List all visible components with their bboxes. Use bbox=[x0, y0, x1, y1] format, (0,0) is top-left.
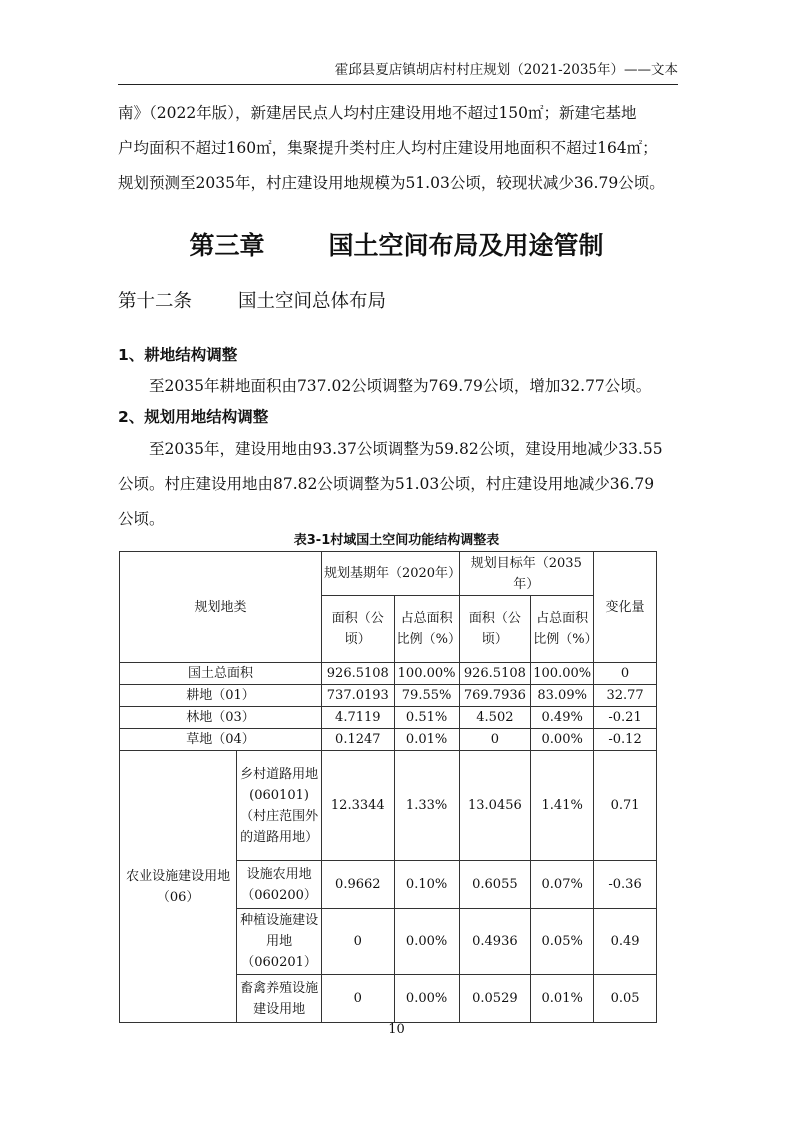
target-ratio: 1.41% bbox=[531, 751, 594, 861]
target-ratio: 0.00% bbox=[531, 729, 594, 751]
target-ratio: 83.09% bbox=[531, 685, 594, 707]
header-base-ratio: 占总面积比例（%） bbox=[394, 596, 459, 663]
group-category: 农业设施建设用地（06） bbox=[120, 751, 237, 1023]
table-row bbox=[120, 663, 657, 685]
target-area: 0.6055 bbox=[459, 861, 531, 909]
target-area: 926.5108 bbox=[459, 663, 531, 685]
change-value: 0.05 bbox=[594, 975, 657, 1023]
base-area: 0 bbox=[321, 975, 394, 1023]
running-header: 霍邱县夏店镇胡店村村庄规划（2021-2035年）——文本 bbox=[118, 56, 678, 85]
intro-paragraph bbox=[118, 96, 678, 201]
section-heading: 2、规划用地结构调整 bbox=[118, 408, 269, 426]
target-ratio: 0.05% bbox=[531, 909, 594, 975]
chapter-number: 第三章 bbox=[189, 231, 265, 260]
target-ratio: 100.00% bbox=[531, 663, 594, 685]
target-ratio: 0.07% bbox=[531, 861, 594, 909]
sub-category: 畜禽养殖设施建设用地 bbox=[237, 975, 322, 1023]
intro-line: 南》（2022年版），新建居民点人均村庄建设用地不超过150㎡；新建宅基地 bbox=[118, 104, 637, 122]
article-number: 第十二条 bbox=[118, 291, 193, 312]
header-target-year: 规划目标年（2035年） bbox=[459, 552, 594, 596]
target-area: 0.4936 bbox=[459, 909, 531, 975]
article-title bbox=[118, 284, 386, 320]
change-value: -0.12 bbox=[594, 729, 657, 751]
header-target-area: 面积（公顷） bbox=[459, 596, 531, 663]
base-ratio: 0.00% bbox=[394, 975, 459, 1023]
table-row bbox=[120, 751, 657, 861]
change-value: -0.21 bbox=[594, 707, 657, 729]
base-area: 12.3344 bbox=[321, 751, 394, 861]
row-category: 草地（04） bbox=[120, 729, 322, 751]
section-line: 公顷。 bbox=[118, 510, 165, 528]
target-area: 13.0456 bbox=[459, 751, 531, 861]
base-ratio: 79.55% bbox=[394, 685, 459, 707]
section-heading: 1、耕地结构调整 bbox=[118, 346, 238, 364]
chapter-title bbox=[0, 226, 793, 266]
target-ratio: 0.49% bbox=[531, 707, 594, 729]
section-line: 至2035年，建设用地由93.37公顷调整为59.82公顷，建设用地减少33.55 bbox=[149, 440, 663, 458]
target-ratio: 0.01% bbox=[531, 975, 594, 1023]
land-use-table bbox=[119, 551, 657, 1023]
target-area: 769.7936 bbox=[459, 685, 531, 707]
sub-category: 种植设施建设用地（060201） bbox=[237, 909, 322, 975]
base-ratio: 0.00% bbox=[394, 909, 459, 975]
base-ratio: 100.00% bbox=[394, 663, 459, 685]
section-line: 公顷。村庄建设用地由87.82公顷调整为51.03公顷，村庄建设用地减少36.79 bbox=[118, 475, 655, 493]
base-area: 0 bbox=[321, 909, 394, 975]
row-category: 林地（03） bbox=[120, 707, 322, 729]
intro-line: 户均面积不超过160㎡，集聚提升类村庄人均村庄建设用地面积不超过164㎡； bbox=[118, 139, 658, 157]
table-caption: 表3-1村域国土空间功能结构调整表 bbox=[293, 533, 500, 548]
table-row bbox=[120, 707, 657, 729]
row-category: 国土总面积 bbox=[120, 663, 322, 685]
chapter-name: 国土空间布局及用途管制 bbox=[328, 231, 604, 260]
header-base-year: 规划基期年（2020年） bbox=[321, 552, 459, 596]
base-ratio: 0.10% bbox=[394, 861, 459, 909]
article-name: 国土空间总体布局 bbox=[238, 291, 387, 312]
sub-category: 设施农用地（060200） bbox=[237, 861, 322, 909]
change-value: 0 bbox=[594, 663, 657, 685]
base-area: 4.7119 bbox=[321, 707, 394, 729]
section-line: 至2035年耕地面积由737.02公顷调整为769.79公顷，增加32.77公顷。 bbox=[149, 377, 652, 395]
table-row bbox=[120, 685, 657, 707]
page-number: 10 bbox=[388, 1022, 405, 1037]
intro-line: 规划预测至2035年，村庄建设用地规模为51.03公顷，较现状减少36.79公顷。 bbox=[118, 174, 665, 192]
target-area: 0.0529 bbox=[459, 975, 531, 1023]
header-category: 规划地类 bbox=[120, 552, 322, 663]
header-target-ratio: 占总面积比例（%） bbox=[531, 596, 594, 663]
change-value: 0.49 bbox=[594, 909, 657, 975]
section-paragraph bbox=[118, 432, 678, 537]
header-base-area: 面积（公顷） bbox=[321, 596, 394, 663]
change-value: -0.36 bbox=[594, 861, 657, 909]
sub-category: 乡村道路用地(060101)（村庄范围外的道路用地） bbox=[237, 751, 322, 861]
change-value: 32.77 bbox=[594, 685, 657, 707]
base-ratio: 0.01% bbox=[394, 729, 459, 751]
row-category: 耕地（01） bbox=[120, 685, 322, 707]
base-area: 737.0193 bbox=[321, 685, 394, 707]
base-ratio: 0.51% bbox=[394, 707, 459, 729]
section-paragraph bbox=[118, 369, 678, 404]
base-area: 926.5108 bbox=[321, 663, 394, 685]
table-row bbox=[120, 729, 657, 751]
base-area: 0.1247 bbox=[321, 729, 394, 751]
base-ratio: 1.33% bbox=[394, 751, 459, 861]
base-area: 0.9662 bbox=[321, 861, 394, 909]
target-area: 4.502 bbox=[459, 707, 531, 729]
header-change: 变化量 bbox=[594, 552, 657, 663]
change-value: 0.71 bbox=[594, 751, 657, 861]
target-area: 0 bbox=[459, 729, 531, 751]
